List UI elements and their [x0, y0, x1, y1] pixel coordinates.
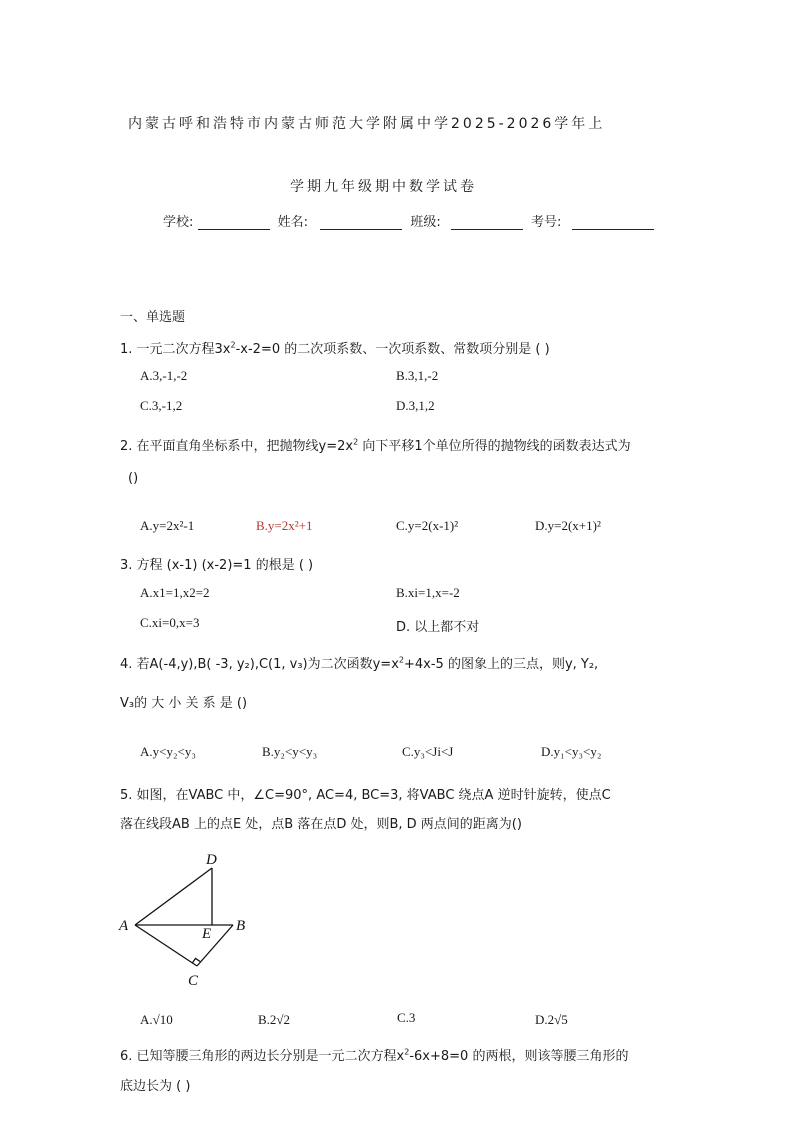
q5-stem-line1: 5. 如图，在VABC 中，∠C=90°, AC=4, BC=3, 将VABC 绕点A 逆时针旋转，使点C — [120, 788, 611, 803]
segment-ad — [135, 868, 212, 925]
exam-no-label: 考号: — [531, 215, 562, 230]
point-label-e: E — [202, 926, 212, 942]
q4-option-d[interactable]: D.y₁<y₃<y₂ — [541, 744, 602, 759]
segment-ac — [135, 925, 197, 966]
q2-stem-line2: () — [128, 471, 139, 486]
q4-option-a[interactable]: A.y<y₂<y₃ — [140, 744, 196, 759]
section-title: 一、单选题 — [120, 310, 186, 325]
right-angle-mark — [192, 958, 200, 963]
q4-stem-part-b: +4x-5 的图象上的三点，则y, Y₂, — [404, 657, 599, 672]
q1-stem — [120, 338, 550, 357]
q4-stem-sup: 2 — [398, 655, 404, 665]
name-field[interactable] — [320, 215, 402, 230]
q2-stem-sup: 2 — [353, 437, 359, 447]
q1-option-a[interactable]: A.3,-1,-2 — [140, 368, 188, 383]
exam-title-line1: 内蒙古呼和浩特市内蒙古师范大学附属中学2025-2026学年上 — [128, 116, 606, 132]
name-label: 姓名: — [277, 215, 309, 230]
q3-option-b[interactable]: B.xi=1,x=-2 — [396, 585, 460, 600]
q5-option-c[interactable]: C.3 — [397, 1010, 416, 1025]
q6-stem — [120, 1045, 628, 1064]
q1-stem-part-a: 1. 一元二次方程3x — [120, 342, 231, 357]
q2-option-d[interactable]: D.y=2(x+1)² — [535, 518, 601, 533]
q6-stem-part-a: 6. 已知等腰三角形的两边长分别是一元二次方程x — [120, 1049, 405, 1064]
point-label-b: B — [236, 918, 246, 934]
point-label-c: C — [188, 973, 199, 989]
exam-title-line2: 学期九年级期中数学试卷 — [290, 179, 477, 195]
q6-stem-line2: 底边长为 ( ) — [120, 1079, 191, 1094]
q3-option-a[interactable]: A.x1=1,x2=2 — [140, 585, 210, 600]
q2-option-c[interactable]: C.y=2(x-1)² — [396, 518, 459, 533]
q5-option-b[interactable]: B.2√2 — [258, 1012, 291, 1027]
q4-stem — [120, 653, 598, 672]
q1-stem-sup: 2 — [230, 340, 236, 350]
q5-option-d[interactable]: D.2√5 — [535, 1012, 568, 1027]
q5-stem-line2: 落在线段AB 上的点E 处，点B 落在点D 处，则B, D 两点间的距离为() — [120, 817, 522, 832]
q4-option-b[interactable]: B.y₂<y<y₃ — [262, 744, 318, 759]
q3-stem: 3. 方程 (x-1) (x-2)=1 的根是 ( ) — [120, 558, 314, 573]
point-label-a: A — [119, 918, 129, 934]
class-field[interactable] — [451, 215, 523, 230]
class-label: 班级: — [410, 215, 441, 230]
q1-option-c[interactable]: C.3,-1,2 — [140, 398, 183, 413]
q3-option-d[interactable]: D. 以上都不对 — [396, 620, 480, 635]
q1-stem-part-b: -x-2=0 的二次项系数、一次项系数、常数项分别是 ( ) — [235, 342, 550, 357]
q6-stem-sup: 2 — [404, 1047, 410, 1057]
exam-no-field[interactable] — [572, 215, 654, 230]
q2-stem-part-a: 2. 在平面直角坐标系中，把抛物线y=2x — [120, 439, 354, 454]
q6-stem-part-b: -6x+8=0 的两根，则该等腰三角形的 — [409, 1049, 629, 1064]
q2-option-b[interactable]: B.y=2x²+1 — [256, 518, 313, 533]
q1-option-b[interactable]: B.3,1,-2 — [396, 368, 439, 383]
q4-stem-line2: V₃的 大 小 关 系 是 () — [120, 696, 248, 711]
q4-stem-part-a: 4. 若A(-4,y),B( -3, y₂),C(1, v₃)为二次函数y=x — [120, 657, 399, 672]
q2-option-a[interactable]: A.y=2x²-1 — [140, 518, 195, 533]
q2-stem — [120, 435, 631, 454]
school-field[interactable] — [198, 215, 270, 230]
q5-option-a[interactable]: A.√10 — [140, 1012, 173, 1027]
student-info-row — [163, 211, 654, 230]
q4-option-c[interactable]: C.y₃<Ji<J — [402, 744, 454, 759]
point-label-d: D — [206, 852, 217, 868]
q5-triangle-figure — [115, 848, 255, 993]
q1-option-d[interactable]: D.3,1,2 — [396, 398, 435, 413]
q3-option-c[interactable]: C.xi=0,x=3 — [140, 615, 200, 630]
school-label: 学校: — [163, 215, 194, 230]
q2-stem-part-b: 向下平移1个单位所得的抛物线的函数表达式为 — [358, 439, 631, 454]
